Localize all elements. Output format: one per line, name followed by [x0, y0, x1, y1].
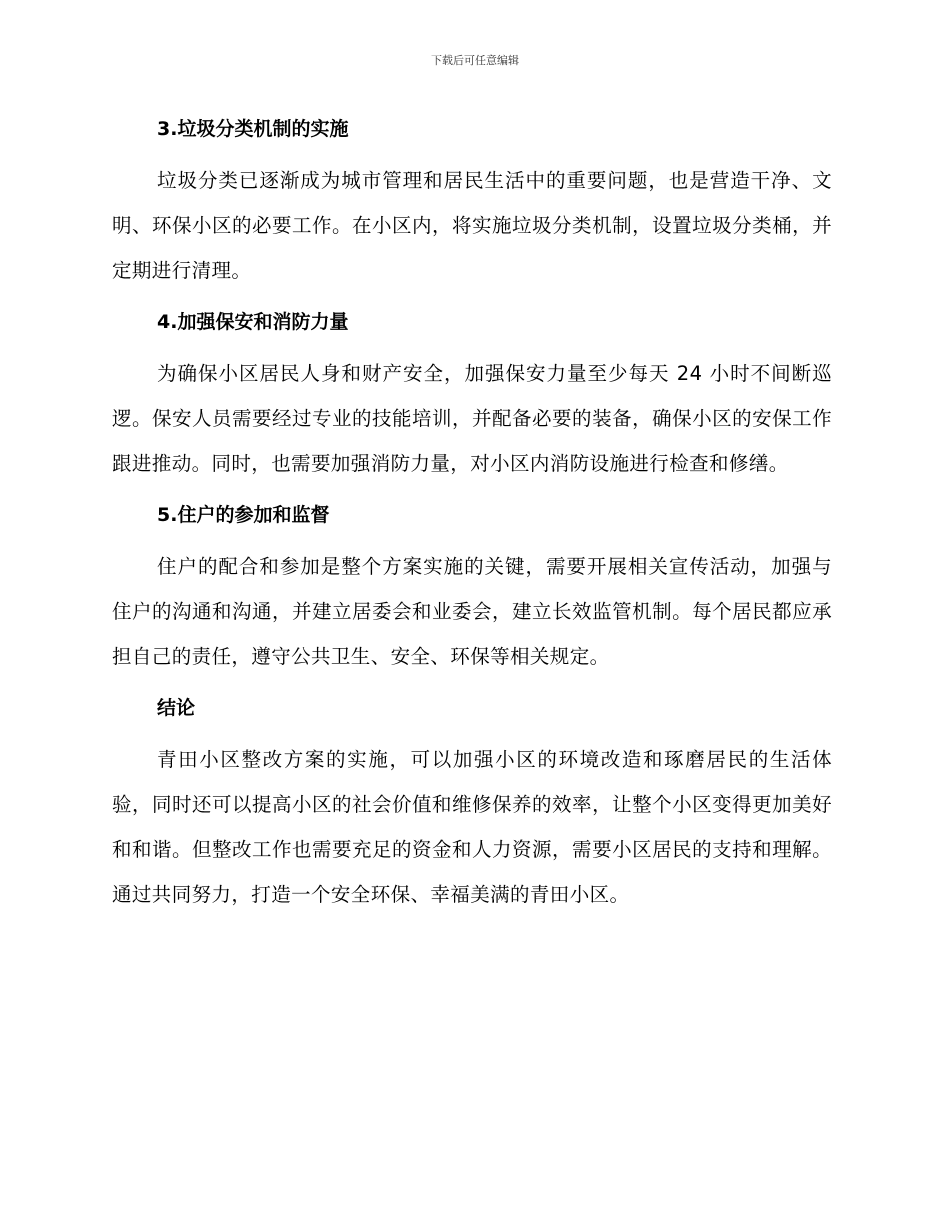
section-paragraph: 青田小区整改方案的实施，可以加强小区的环境改造和琢磨居民的生活体验，同时还可以提高小区的社会价值和维修保养的效率，让整个小区变得更加美好和和谐。但整改工作也需要充足的资金和人力资源，需要小区居民的支持和理解。通过共同努力，打造一个安全环保、幸福美满的青田小区。	[112, 748, 832, 906]
section-paragraph: 住户的配合和参加是整个方案实施的关键，需要开展相关宣传活动，加强与住户的沟通和沟通，并建立居委会和业委会，建立长效监管机制。每个居民都应承担自己的责任，遵守公共卫生、安全、环保等相关规定。	[112, 555, 832, 668]
section-conclusion	[112, 692, 832, 917]
section-heading: 4.加强保安和消防力量	[157, 311, 349, 333]
page-header-note: 下载后可任意编辑	[431, 54, 519, 67]
section-paragraph: 为确保小区居民人身和财产安全，加强保安力量至少每天 24 小时不间断巡逻。保安人员需要经过专业的技能培训，并配备必要的装备，确保小区的安保工作跟进推动。同时，也需要加强消防力量，对小区内消防设施进行检查和修缮。	[112, 362, 832, 475]
section-heading: 结论	[157, 697, 196, 719]
section-heading: 3.垃圾分类机制的实施	[157, 118, 349, 140]
document-body	[112, 113, 832, 930]
section-resident-participation	[112, 499, 832, 679]
section-garbage-sorting	[112, 113, 832, 293]
section-paragraph: 垃圾分类已逐渐成为城市管理和居民生活中的重要问题，也是营造干净、文明、环保小区的必要工作。在小区内，将实施垃圾分类机制，设置垃圾分类桶，并定期进行清理。	[112, 169, 832, 282]
section-heading: 5.住户的参加和监督	[157, 504, 330, 526]
section-security-fire	[112, 306, 832, 486]
